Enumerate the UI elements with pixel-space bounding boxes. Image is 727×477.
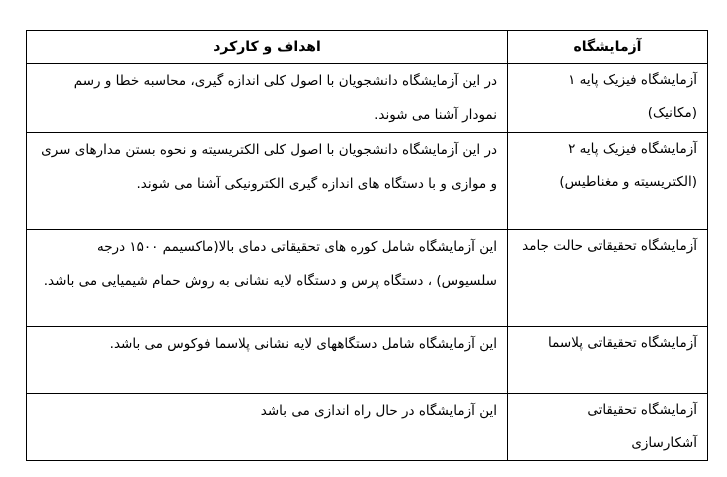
lab-description: در این آزمایشگاه دانشجویان با اصول کلی الکتریسیته و نحوه بستن مدارهای سری و موازی و با دستگاه های اندازه گیری الکترونیکی آشنا می شوند. — [27, 133, 508, 230]
table-row — [27, 394, 708, 461]
lab-name: آزمایشگاه فیزیک پایه ۱ (مکانیک) — [508, 64, 708, 133]
lab-name: آزمایشگاه تحقیقاتی حالت جامد — [508, 230, 708, 327]
lab-description: این آزمایشگاه شامل دستگاههای لایه نشانی پلاسما فوکوس می باشد. — [27, 327, 508, 394]
lab-description: در این آزمایشگاه دانشجویان با اصول کلی اندازه گیری، محاسبه خطا و رسم نمودار آشنا می شوند. — [27, 64, 508, 133]
lab-description: این آزمایشگاه در حال راه اندازی می باشد — [27, 394, 508, 461]
table-row — [27, 133, 708, 230]
header-goals: اهداف و کارکرد — [27, 31, 508, 64]
lab-name: آزمایشگاه فیزیک پایه ۲ (الکتریسیته و مغناطیس) — [508, 133, 708, 230]
table-row — [27, 64, 708, 133]
laboratories-table — [26, 30, 708, 461]
lab-description: این آزمایشگاه شامل کوره های تحقیقاتی دمای بالا(ماکسیمم ۱۵۰۰ درجه سلسیوس) ، دستگاه پرس و دستگاه لایه نشانی به روش حمام شیمیایی می باشد. — [27, 230, 508, 327]
lab-name: آزمایشگاه تحقیقاتی آشکارسازی — [508, 394, 708, 461]
table-header-row — [27, 31, 708, 64]
header-lab: آزمایشگاه — [508, 31, 708, 64]
table-row — [27, 230, 708, 327]
lab-name: آزمایشگاه تحقیقاتی پلاسما — [508, 327, 708, 394]
table-row — [27, 327, 708, 394]
